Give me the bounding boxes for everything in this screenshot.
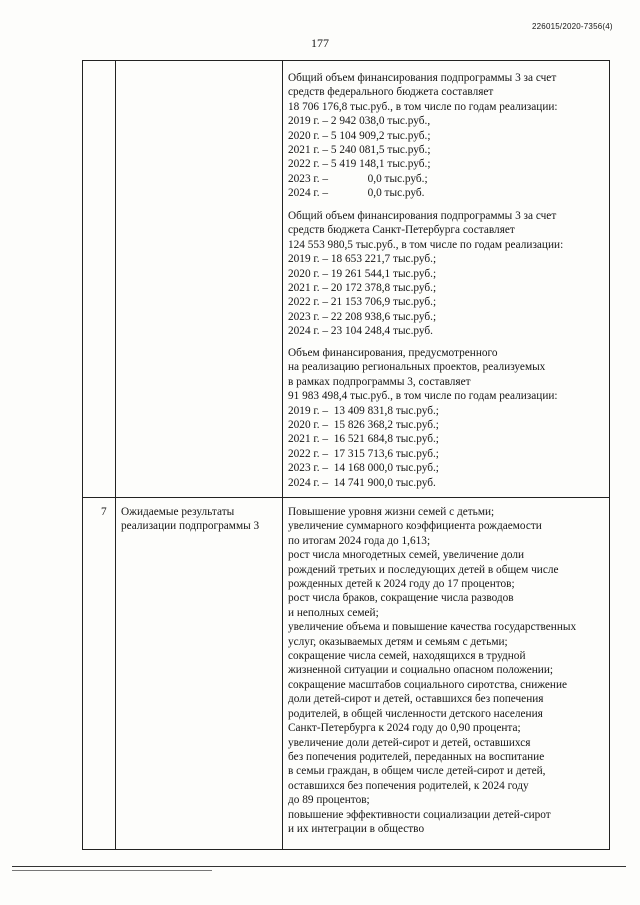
text-line: 2021 г. – 20 172 378,8 тыс.руб.; [288, 282, 437, 295]
text-line: и неполных семей; [288, 606, 379, 619]
text-line: Общий объем финансирования подпрограммы 3 за счет [288, 210, 557, 222]
text-line: 2019 г. – 18 653 221,7 тыс.руб.; [288, 253, 437, 266]
text-line: рожденных детей к 2024 году до 17 процентов; [288, 578, 515, 591]
text-line: без попечения родителей, переданных на воспитание [288, 750, 545, 763]
federal-financing-block [288, 71, 608, 201]
text-line: рождений третьих и последующих детей в общем числе [288, 563, 559, 576]
text-line: Ожидаемые результаты [121, 506, 235, 518]
text-line: 2020 г. – 19 261 544,1 тыс.руб.; [288, 267, 437, 280]
text-line: 2022 г. – 5 419 148,1 тыс.руб.; [288, 158, 431, 171]
text-line: родителей, в общей численности детского населения [288, 707, 543, 720]
column-divider-label [282, 61, 283, 849]
text-line: увеличение объема и повышение качества государственных [288, 621, 577, 634]
text-line: 91 983 498,4 тыс.руб., в том числе по годам реализации: [288, 390, 558, 403]
subprogram-table [82, 60, 610, 850]
text-line: 2019 г. – 13 409 831,8 тыс.руб.; [288, 404, 439, 417]
row-label [121, 505, 259, 534]
text-line: услуг, оказываемых детям и семьям с детьми; [288, 635, 508, 648]
text-line: на реализацию региональных проектов, реализуемых [288, 361, 546, 374]
text-line: по итогам 2024 года до 1,613; [288, 534, 431, 547]
row-number: 7 [101, 506, 107, 518]
text-line: сокращение числа семей, находящихся в трудной [288, 650, 526, 663]
text-line: средств федерального бюджета составляет [288, 86, 494, 99]
text-line: жизненной ситуации и социально опасном положении; [288, 664, 554, 677]
text-line: в семьи граждан, в общем числе детей-сирот и детей, [288, 765, 546, 778]
text-line: Санкт-Петербурга к 2024 году до 0,90 процента; [288, 722, 521, 735]
text-line: 2023 г. – 14 168 000,0 тыс.руб.; [288, 462, 439, 475]
text-line: в рамках подпрограммы 3, составляет [288, 375, 471, 388]
expected-results-block [288, 505, 608, 836]
text-line: 2020 г. – 5 104 909,2 тыс.руб.; [288, 129, 431, 142]
row-divider [83, 497, 609, 498]
text-line: увеличение суммарного коэффициента рождаемости [288, 520, 542, 533]
text-line: реализации подпрограммы 3 [121, 520, 260, 533]
text-line: сокращение масштабов социального сиротства, снижение [288, 678, 568, 691]
text-line: Повышение уровня жизни семей с детьми; [288, 506, 495, 518]
text-line: средств бюджета Санкт-Петербурга составляет [288, 224, 515, 237]
footer-rule-secondary [12, 870, 212, 871]
text-line: 2019 г. – 2 942 038,0 тыс.руб., [288, 115, 431, 128]
page-number: 177 [311, 36, 329, 50]
text-line: доли детей-сирот и детей, оставшихся без попечения [288, 693, 544, 706]
spb-financing-block [288, 209, 608, 339]
text-line: 2022 г. – 17 315 713,6 тыс.руб.; [288, 447, 439, 460]
column-divider-number [115, 61, 116, 849]
text-line: 2024 г. – 0,0 тыс.руб. [288, 187, 425, 200]
text-line: 2023 г. – 0,0 тыс.руб.; [288, 172, 428, 185]
text-line: 18 706 176,8 тыс.руб., в том числе по годам реализации: [288, 100, 558, 113]
text-line: 2020 г. – 15 826 368,2 тыс.руб.; [288, 419, 439, 432]
text-line: 2023 г. – 22 208 938,6 тыс.руб.; [288, 310, 437, 323]
text-line: повышение эффективности социализации детей-сирот [288, 808, 551, 821]
text-line: увеличение доли детей-сирот и детей, оставшихся [288, 736, 531, 749]
text-line: 2024 г. – 23 104 248,4 тыс.руб. [288, 325, 433, 338]
text-line: рост числа браков, сокращение числа разводов [288, 592, 514, 605]
document-code: 226015/2020-7356(4) [532, 22, 613, 31]
text-line: 2021 г. – 5 240 081,5 тыс.руб.; [288, 144, 431, 157]
regional-financing-block [288, 346, 608, 490]
text-line: и их интеграции в общество [288, 822, 425, 835]
footer-rule [12, 866, 626, 867]
text-line: оставшихся без попечения родителей, к 2024 году [288, 779, 529, 792]
text-line: 2021 г. – 16 521 684,8 тыс.руб.; [288, 433, 439, 446]
text-line: 124 553 980,5 тыс.руб., в том числе по годам реализации: [288, 238, 564, 251]
text-line: 2024 г. – 14 741 900,0 тыс.руб. [288, 476, 436, 489]
text-line: рост числа многодетных семей, увеличение доли [288, 549, 525, 562]
text-line: Объем финансирования, предусмотренного [288, 347, 498, 359]
text-line: 2022 г. – 21 153 706,9 тыс.руб.; [288, 296, 437, 309]
text-line: Общий объем финансирования подпрограммы 3 за счет [288, 72, 557, 84]
text-line: до 89 процентов; [288, 794, 370, 807]
